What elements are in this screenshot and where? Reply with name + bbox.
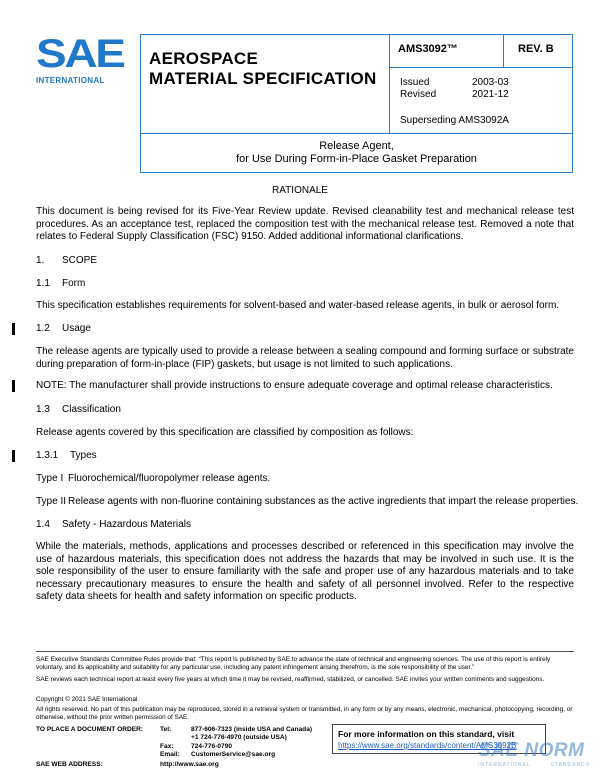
section-1-4-title: Safety - Hazardous Materials <box>62 519 191 530</box>
change-bar <box>12 450 15 462</box>
more-info-title: For more information on this standard, visit <box>338 729 515 739</box>
tel-label: Tel: <box>160 726 172 733</box>
watermark-sub-right: STANDARDS <box>550 762 590 768</box>
section-1-title: SCOPE <box>62 255 98 266</box>
web-label: SAE WEB ADDRESS: <box>36 761 103 768</box>
section-1-3-heading <box>36 404 121 415</box>
section-1-heading <box>36 255 97 266</box>
sae-norm-watermark <box>478 740 596 776</box>
section-1-3-title: Classification <box>62 404 121 415</box>
section-1-3-number: 1.3 <box>36 404 50 415</box>
section-1-4-heading <box>36 519 191 530</box>
section-1-2-heading <box>36 323 91 334</box>
subject-box <box>140 133 573 173</box>
footer-divider <box>36 651 574 652</box>
spec-title-box <box>140 34 390 134</box>
issued-row <box>400 77 572 89</box>
issued-date: 2003-03 <box>472 77 509 88</box>
change-bar <box>12 380 15 392</box>
type-1-text: Fluorochemical/fluoropolymer release agents. <box>68 473 271 484</box>
type-1-row <box>36 473 270 484</box>
section-1-3-1-number: 1.3.1 <box>36 450 59 461</box>
section-1-2-title: Usage <box>62 323 91 334</box>
web-address[interactable]: http://www.sae.org <box>160 761 219 768</box>
watermark-sub-left: INTERNATIONAL <box>478 762 531 768</box>
standard-link[interactable]: https://www.sae.org/standards/content/AMS3092B <box>338 741 517 750</box>
dates-box <box>389 67 573 134</box>
tel-2: +1 724-776-4970 (outside USA) <box>191 734 287 742</box>
revision-label: REV. B <box>503 34 573 68</box>
logo-subtitle: INTERNATIONAL <box>36 76 105 85</box>
spec-title-line2: MATERIAL SPECIFICATION <box>149 69 377 88</box>
change-bar <box>12 323 15 335</box>
rationale-heading: RATIONALE <box>272 185 328 196</box>
type-2-row <box>36 496 578 507</box>
footer-rights-text: All rights reserved. No part of this publication may be reproduced, stored in a retrieval system or transmitted, in any form or by any means, electronic, mechanical, photocopying, recording, or otherwise, without the prior written permission of SAE. <box>36 706 573 721</box>
section-1-3-1-title: Types <box>70 450 97 461</box>
rationale-paragraph: This document is being revised for its Five-Year Review update. Revised cleanability test and mechanical release test procedures. As an acceptance test, replaced the composition test with the mechanical release test. Removed a note that relates to Federal Supply Classification (FSC) 9150. Added additional informational clarifications. <box>36 206 574 242</box>
section-1-2-number: 1.2 <box>36 323 50 334</box>
tel-1: 877-606-7323 (inside USA and Canada) <box>191 726 313 733</box>
section-1-1-number: 1.1 <box>36 278 50 289</box>
revised-date: 2021-12 <box>472 89 509 100</box>
footer-copyright: Copyright © 2021 SAE International <box>36 696 138 703</box>
type-1-label: Type I <box>36 473 64 484</box>
order-label: TO PLACE A DOCUMENT ORDER: <box>36 726 144 733</box>
section-1-2-paragraph: The release agents are typically used to provide a release between a sealing compound and forming surface or substrate during preparation of form-in-place (FIP) gaskets, but usage is not limited to such applications. <box>36 346 574 370</box>
fax-label: Fax: <box>160 742 174 750</box>
type-2-label: Type II <box>36 496 67 507</box>
order-contact-block <box>36 726 312 759</box>
subject-line2: for Use During Form-in-Place Gasket Preparation <box>236 153 477 165</box>
revised-row <box>400 89 572 101</box>
section-1-1-heading <box>36 278 85 289</box>
spec-title-line1: AEROSPACE <box>149 49 259 68</box>
section-1-1-title: Form <box>62 278 86 289</box>
revised-label: Revised <box>400 89 437 100</box>
section-1-number: 1. <box>36 255 45 266</box>
footer-review-text: SAE reviews each technical report at least every five years at which time it may be revised, reaffirmed, stabilized, or cancelled. SAE invites your written comments and suggestions. <box>36 676 545 683</box>
watermark-sub <box>478 762 590 768</box>
section-1-1-paragraph: This specification establishes requirements for solvent-based and water-based release agents, in bulk or aerosol form. <box>36 300 560 311</box>
footer-rules-text: SAE Executive Standards Committee Rules provide that: “This report is published by SAE to advance the state of technical and engineering sciences. The use of this report is entirely voluntary, and its applicability and suitability for any particular use, including any patent infringement arising therefrom, is the sole responsibility of the user.” <box>36 656 551 671</box>
section-1-3-paragraph: Release agents covered by this specification are classified by composition as follows: <box>36 427 414 438</box>
type-2-text: Release agents with non-fluorine containing substances as the active ingredients that impart the release properties. <box>68 496 579 507</box>
watermark-main: SAE NORM <box>478 740 585 761</box>
issued-label: Issued <box>400 77 430 88</box>
subject-line1: Release Agent, <box>319 140 394 152</box>
logo-letters: SAE <box>36 32 124 76</box>
email-address[interactable]: CustomerService@sae.org <box>191 750 276 758</box>
sae-logo <box>36 34 124 90</box>
web-address-row <box>36 761 219 768</box>
doc-number: AMS3092™ <box>389 34 504 68</box>
email-label: Email: <box>160 750 180 758</box>
section-1-4-number: 1.4 <box>36 519 50 530</box>
section-1-3-1-heading <box>36 450 97 461</box>
section-1-4-paragraph: While the materials, methods, applications and processes described or referenced in this specification may involve the use of hazardous materials, this specification does not address the hazards that may be involved in such use. It is the sole responsibility of the user to ensure familiarity with the safe and proper use of any hazardous materials and to take necessary precautionary measures to ensure the health and safety of all personnel involved. Refer to the respective safety data sheets for health and safety information on specific products. <box>36 541 574 602</box>
superseding-text: Superseding AMS3092A <box>400 115 509 126</box>
fax-number: 724-776-0790 <box>191 742 233 750</box>
note-paragraph: NOTE: The manufacturer shall provide instructions to ensure adequate coverage and optimal release characteristics. <box>36 380 553 391</box>
